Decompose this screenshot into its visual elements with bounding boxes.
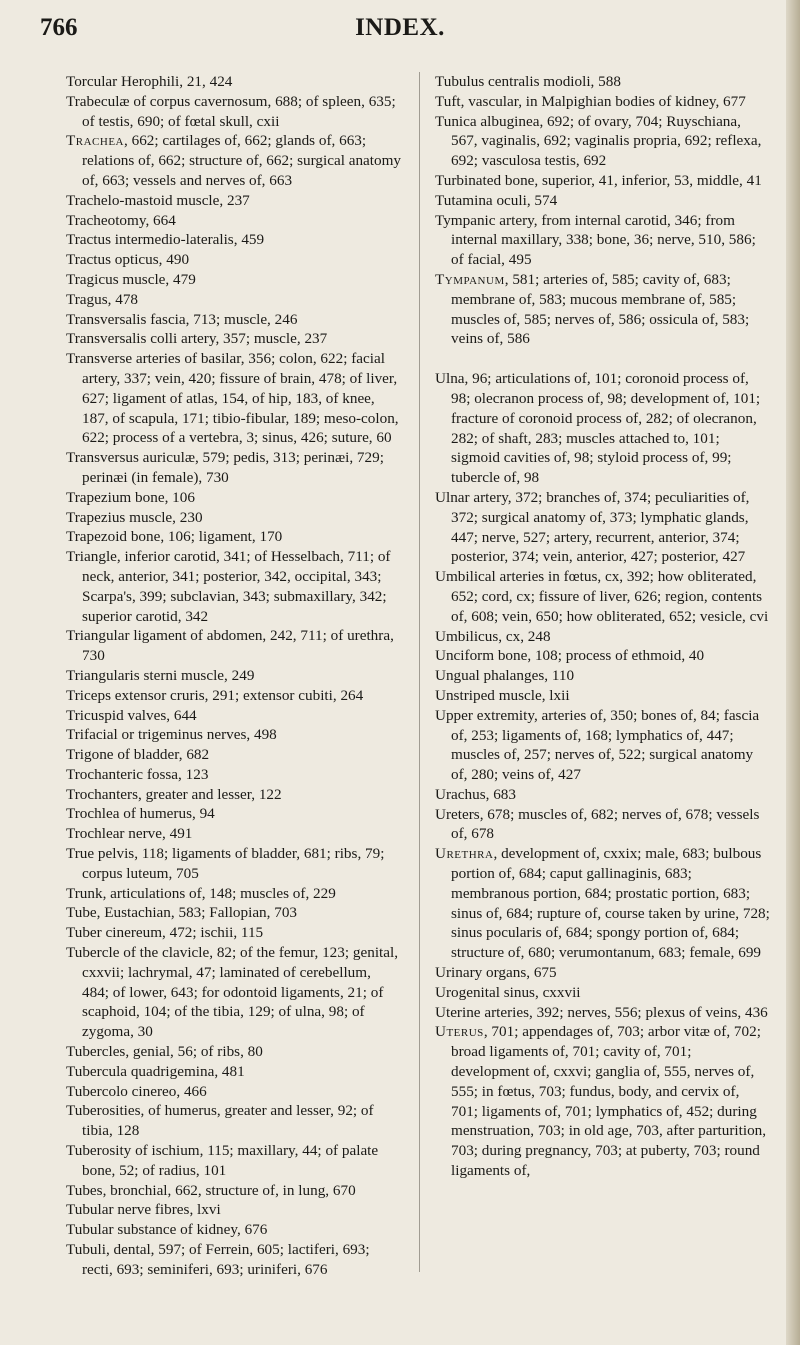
index-entry: Tutamina oculi, 574 xyxy=(435,191,558,209)
index-entry: Umbilical arteries in fœtus, cx, 392; how obliterated, 652; cord, cx; fissure of liver, 626; region, contents of, 608; vein, 650; how obliterated, 652; vesicle, cvi xyxy=(435,568,769,625)
index-entry: Trapezoid bone, 106; ligament, 170 xyxy=(66,528,283,546)
index-entry: Transversus auriculæ, 579; pedis, 313; perinæi, 729; perinæi (in female), 730 xyxy=(66,449,384,486)
index-entry: Trifacial or trigeminus nerves, 498 xyxy=(66,726,277,744)
index-entry: Triceps extensor cruris, 291; extensor cubiti, 264 xyxy=(66,686,364,704)
index-entry: Trochlea of humerus, 94 xyxy=(66,805,215,823)
index-entry: Tubulus centralis modioli, 588 xyxy=(435,73,621,90)
index-entry: Trunk, articulations of, 148; muscles of, 229 xyxy=(66,884,336,902)
page-header xyxy=(0,14,800,48)
right-column-t-entries xyxy=(435,72,770,349)
index-entry: Tubular substance of kidney, 676 xyxy=(66,1221,268,1239)
index-entry: Tubular nerve fibres, lxvi xyxy=(66,1201,221,1219)
index-entry: Upper extremity, arteries of, 350; bones of, 84; fascia of, 253; ligaments of, 168; lymphatics of, 447; muscles of, 257; nerves of, 522; surgical anatomy of, 280; veins of, 427 xyxy=(435,706,760,784)
index-entry: Triangle, inferior carotid, 341; of Hesselbach, 711; of neck, anterior, 341; posterior, 342, occipital, 343; Scarpa's, 399; subclavian, 343; submaxillary, 342; superior carotid, 342 xyxy=(66,548,391,625)
index-entry: Tube, Eustachian, 583; Fallopian, 703 xyxy=(66,904,298,922)
index-entry: Tubercula quadrigemina, 481 xyxy=(66,1062,245,1080)
index-entry: Tragus, 478 xyxy=(66,290,139,308)
index-entry: Triangularis sterni muscle, 249 xyxy=(66,666,255,684)
running-title: INDEX. xyxy=(355,14,445,41)
index-entry: Transversalis colli artery, 357; muscle, 237 xyxy=(66,330,328,348)
index-entry: Trochanters, greater and lesser, 122 xyxy=(66,785,282,803)
index-entry: Transverse arteries of basilar, 356; colon, 622; facial artery, 337; vein, 420; fissure of brain, 478; of liver, 627; ligament of atlas, 154, of hip, 183, of knee, 187, of scapula, 171; tibio-fibular, 189; meso-colon, 622; process of a vertebra, 3; sinus, 426; suture, 60 xyxy=(66,350,399,447)
index-entry: Urogenital sinus, cxxvii xyxy=(435,983,581,1001)
index-entry: Uterine arteries, 392; nerves, 556; plexus of veins, 436 xyxy=(435,1003,768,1021)
index-entry: Tunica albuginea, 692; of ovary, 704; Ruyschiana, 567, vaginalis, 692; vaginalis propria, 692; reflexa, 692; vasculosa testis, 692 xyxy=(435,112,762,170)
index-entry: Tympanic artery, from internal carotid, 346; from internal maxillary, 338; bone, 36; nerve, 510, 586; of facial, 495 xyxy=(435,211,756,269)
index-entry: Ulna, 96; articulations of, 101; coronoid process of, 98; olecranon process of, 98; development of, 101; fracture of coronoid process of, 282; of olecranon, 282; of shaft, 283; muscles attached to, 101; sigmoid cavities of, 98; styloid process of, 99; tubercle of, 98 xyxy=(435,370,761,487)
index-entry: Trachelo-mastoid muscle, 237 xyxy=(66,191,250,209)
index-entry: Umbilicus, cx, 248 xyxy=(435,627,551,645)
index-entry: Urinary organs, 675 xyxy=(435,964,557,982)
index-entry: Tubes, bronchial, 662, structure of, in lung, 670 xyxy=(66,1181,356,1199)
index-entry: Turbinated bone, superior, 41, inferior, 53, middle, 41 xyxy=(435,171,762,189)
index-entry: Tricuspid valves, 644 xyxy=(66,706,197,724)
index-entry: Tubercolo cinereo, 466 xyxy=(66,1082,207,1100)
index-entry: Tractus opticus, 490 xyxy=(66,251,190,269)
page-number: 766 xyxy=(40,14,78,41)
index-entry: Unstriped muscle, lxii xyxy=(435,686,570,704)
page-edge xyxy=(786,0,800,1345)
index-entry: Urethra, development of, cxxix; male, 683; bulbous portion of, 684; caput gallinaginis, 683; membranous portion, 684; prostatic portion, 683; sinus of, 684; rupture of, course taken by urine, 728; sinus pocularis of, 684; spongy portion of, 684; structure of, 680; verumontanum, 683; female, 699 xyxy=(435,845,770,962)
index-entry: Tuft, vascular, in Malpighian bodies of kidney, 677 xyxy=(435,92,746,110)
section-gap xyxy=(435,349,770,369)
index-entry: Ulnar artery, 372; branches of, 374; peculiarities of, 372; surgical anatomy of, 373; lymphatic glands, 447; nerve, 527; artery, recurrent, anterior, 374; posterior, 374; vein, anterior, 427; posterior, 427 xyxy=(435,488,750,566)
index-entry: Torcular Herophili, 21, 424 xyxy=(66,73,233,90)
index-entry: Uterus, 701; appendages of, 703; arbor vitæ of, 702; broad ligaments of, 701; cavity of, 701; development of, cxxvi; ganglia of, 555, nerves of, 555; in fœtus, 703; fundus, body, and cervix of, 701; ligaments of, 701; lymphatics of, 452; during menstruation, 703; in old age, 703, after parturition, 703; during pregnancy, 703; at puberty, 703; round ligaments of, xyxy=(435,1023,767,1180)
index-entry: Tractus intermedio-lateralis, 459 xyxy=(66,231,265,249)
index-entry: Tubuli, dental, 597; of Ferrein, 605; lactiferi, 693; recti, 693; seminiferi, 693; uriniferi, 676 xyxy=(66,1241,370,1278)
column-divider xyxy=(419,72,420,1272)
index-entry: Trochanteric fossa, 123 xyxy=(66,765,209,783)
index-entry: Trigone of bladder, 682 xyxy=(66,746,210,764)
index-entry: Tubercle of the clavicle, 82; of the femur, 123; genital, cxxvii; lachrymal, 47; laminated of cerebellum, 484; of lower, 643; for odontoid ligaments, 21; of scaphoid, 104; of the tibia, 129; of ulna, 98; of zygoma, 30 xyxy=(66,944,399,1041)
right-column-u-entries xyxy=(435,369,770,1181)
index-entry: Trapezium bone, 106 xyxy=(66,488,195,506)
index-entry: Ungual phalanges, 110 xyxy=(435,667,575,685)
index-entry: Tracheotomy, 664 xyxy=(66,211,176,229)
index-entry: Tuberosities, of humerus, greater and lesser, 92; of tibia, 128 xyxy=(66,1102,374,1140)
index-entry: Trachea, 662; cartilages of, 662; glands of, 663; relations of, 662; structure of, 662; surgical anatomy of, 663; vessels and nerves of, 663 xyxy=(66,132,402,189)
index-entry: Urachus, 683 xyxy=(435,785,516,803)
index-entry: Tympanum, 581; arteries of, 585; cavity of, 683; membrane of, 583; mucous membrane of, 585; muscles of, 585; nerves of, 586; ossicula of, 583; veins of, 586 xyxy=(435,270,750,348)
index-entry: Transversalis fascia, 713; muscle, 246 xyxy=(66,310,298,328)
index-entry: Tubercles, genial, 56; of ribs, 80 xyxy=(66,1043,263,1061)
index-entry: Unciform bone, 108; process of ethmoid, 40 xyxy=(435,647,705,665)
index-entry: Tragicus muscle, 479 xyxy=(66,270,196,288)
index-entry: Trapezius muscle, 230 xyxy=(66,508,203,526)
left-column xyxy=(66,72,401,1280)
index-entry: Tuberosity of ischium, 115; maxillary, 44; of palate bone, 52; of radius, 101 xyxy=(66,1142,379,1179)
index-entry: Triangular ligament of abdomen, 242, 711; of urethra, 730 xyxy=(66,627,394,665)
index-entry: Tuber cinereum, 472; ischii, 115 xyxy=(66,924,264,942)
index-entry: Trochlear nerve, 491 xyxy=(66,825,193,843)
index-entry: Ureters, 678; muscles of, 682; nerves of, 678; vessels of, 678 xyxy=(435,805,760,843)
index-entry: True pelvis, 118; ligaments of bladder, 681; ribs, 79; corpus luteum, 705 xyxy=(66,845,385,882)
index-entry: Trabeculæ of corpus cavernosum, 688; of spleen, 635; of testis, 690; of fœtal skull, cxii xyxy=(66,92,396,130)
right-column xyxy=(435,72,770,1181)
index-columns xyxy=(66,72,786,1332)
